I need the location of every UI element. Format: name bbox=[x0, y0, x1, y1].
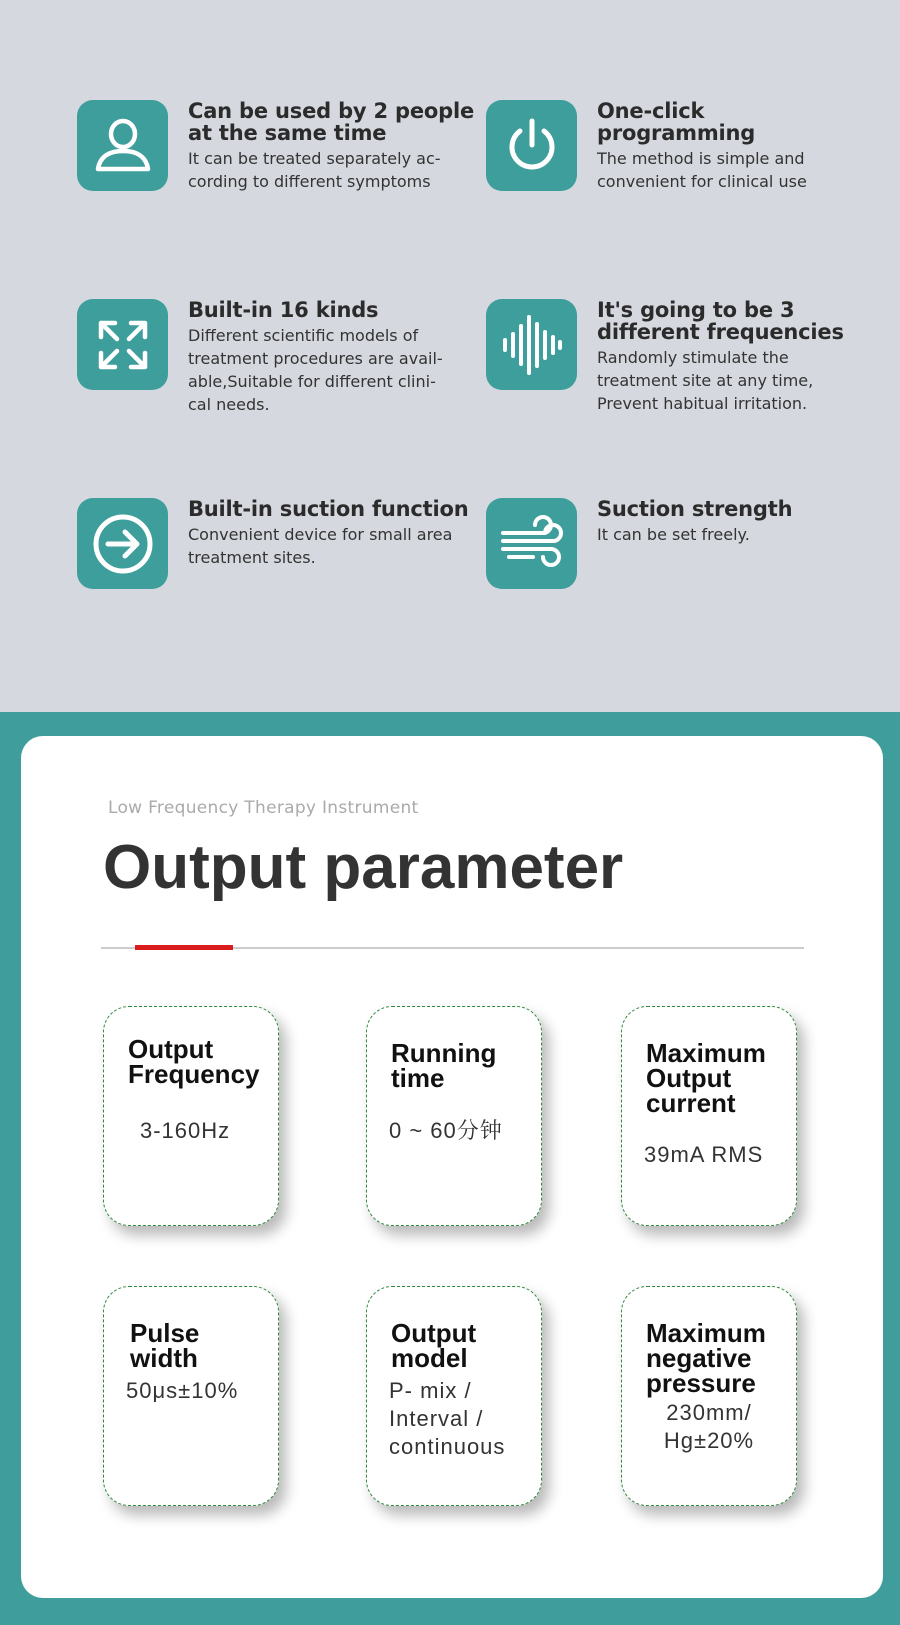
param-card-output-frequency bbox=[103, 1006, 279, 1226]
feature-description: It can be treated separately ac- cording to different symptoms bbox=[188, 149, 441, 191]
param-label: Pulse width bbox=[130, 1318, 200, 1373]
param-label: Maximum negative pressure bbox=[646, 1318, 766, 1398]
parameters-card bbox=[21, 736, 883, 1598]
feature-description: It can be set freely. bbox=[597, 525, 750, 544]
wind-icon bbox=[486, 498, 577, 589]
param-card-running-time bbox=[366, 1006, 542, 1226]
feature-description: Convenient device for small area treatment sites. bbox=[188, 525, 453, 567]
feature-title: Built-in 16 kinds bbox=[188, 298, 379, 322]
param-label: Maximum Output current bbox=[646, 1038, 766, 1118]
user-icon bbox=[77, 100, 168, 191]
param-value: 230mm/ Hg±20% bbox=[663, 1400, 755, 1453]
feature-title: Built-in suction function bbox=[188, 497, 469, 521]
features-section bbox=[0, 0, 900, 712]
param-value: 3-160Hz bbox=[140, 1118, 231, 1143]
power-icon bbox=[486, 100, 577, 191]
param-label: Output Frequency bbox=[128, 1034, 260, 1089]
param-value: 39mA RMS bbox=[644, 1142, 764, 1167]
section-subtitle: Low Frequency Therapy Instrument bbox=[108, 798, 419, 818]
section-title: Output parameter bbox=[103, 833, 624, 902]
feature-description: Randomly stimulate the treatment site at any time, Prevent habitual irritation. bbox=[597, 348, 814, 413]
arrow-right-circle-icon bbox=[77, 498, 168, 589]
feature-title: One-click programming bbox=[597, 99, 756, 145]
waveform-icon bbox=[486, 299, 577, 390]
parameters-section bbox=[0, 712, 900, 1625]
feature-title: Suction strength bbox=[597, 497, 793, 521]
param-value: P- mix / Interval / continuous bbox=[389, 1378, 506, 1459]
param-card-output-model bbox=[366, 1286, 542, 1506]
feature-title: Can be used by 2 people at the same time bbox=[188, 99, 474, 145]
divider-accent bbox=[135, 945, 233, 950]
feature-title: It's going to be 3 different frequencies bbox=[597, 298, 844, 344]
param-label: Running time bbox=[391, 1038, 497, 1093]
param-value: 50μs±10% bbox=[126, 1378, 239, 1403]
param-label: Output model bbox=[391, 1318, 477, 1373]
feature-description: Different scientific models of treatment procedures are avail- able,Suitable for different clini- cal needs. bbox=[188, 326, 443, 414]
param-value: 0 ~ 60分钟 bbox=[389, 1118, 503, 1143]
expand-arrows-icon bbox=[77, 299, 168, 390]
param-card-max-negative-pressure bbox=[621, 1286, 797, 1506]
param-card-pulse-width bbox=[103, 1286, 279, 1506]
feature-description: The method is simple and convenient for clinical use bbox=[597, 149, 807, 191]
param-card-max-output-current bbox=[621, 1006, 797, 1226]
